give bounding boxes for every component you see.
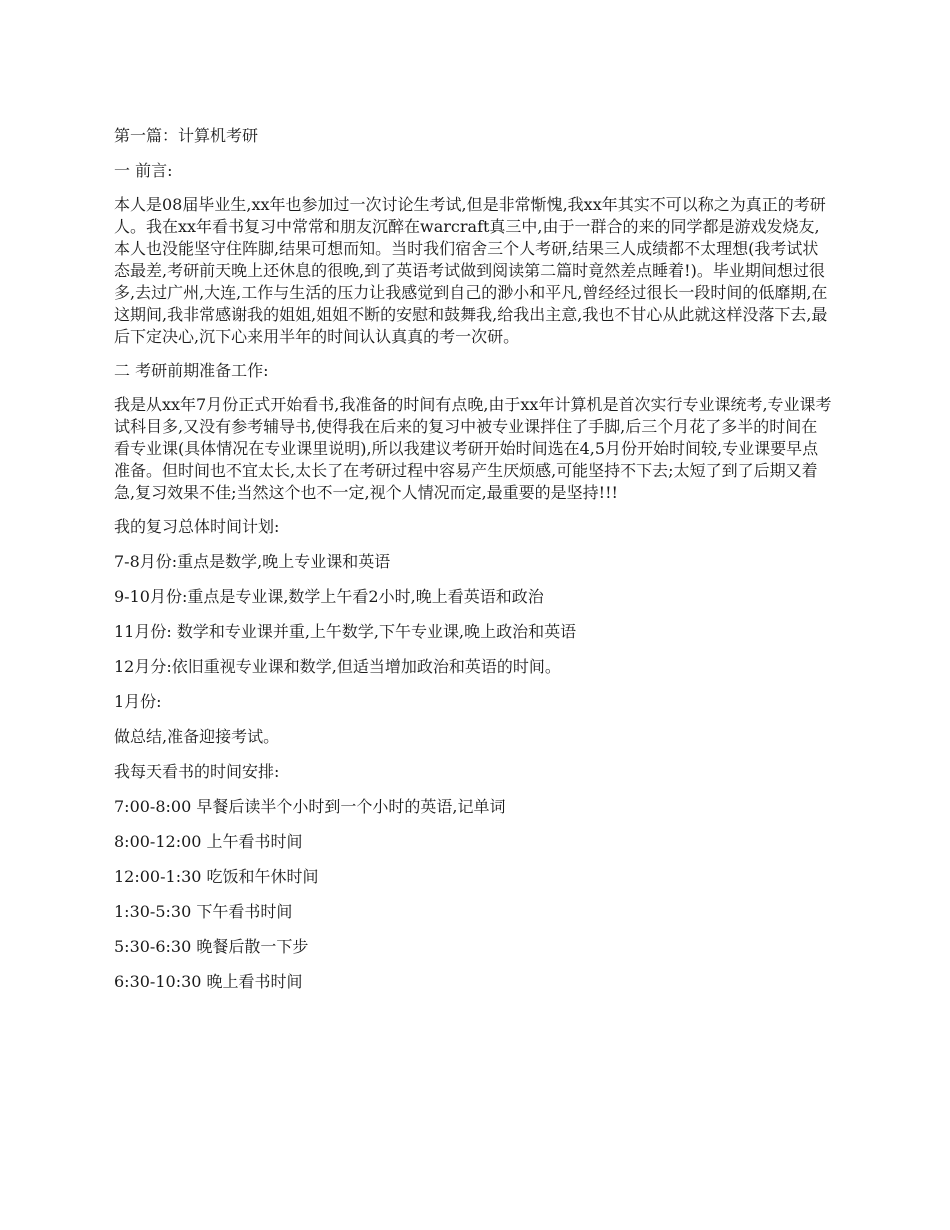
schedule-item: 12:00-1:30 吃饭和午休时间 — [114, 867, 319, 886]
plan-item: 9-10月份:重点是专业课,数学上午看2小时,晚上看英语和政治 — [114, 587, 544, 606]
section-heading-preface: 一 前言: — [114, 161, 173, 180]
plan-item: 做总结,准备迎接考试。 — [114, 727, 280, 746]
section-heading-preparation: 二 考研前期准备工作: — [114, 361, 269, 380]
plan-heading: 我的复习总体时间计划: — [114, 517, 280, 536]
plan-item: 1月份: — [114, 692, 162, 711]
plan-item: 12月分:依旧重视专业课和数学,但适当增加政治和英语的时间。 — [114, 657, 561, 676]
plan-item: 7-8月份:重点是数学,晚上专业课和英语 — [114, 552, 391, 571]
schedule-item: 5:30-6:30 晚餐后散一下步 — [114, 937, 309, 956]
schedule-item: 6:30-10:30 晚上看书时间 — [114, 972, 303, 991]
preface-paragraph: 本人是08届毕业生,xx年也参加过一次讨论生考试,但是非常惭愧,我xx年其实不可以称之为真正的考研人。我在xx年看书复习中常常和朋友沉醉在warcraft真三中,由于一群合的来的同学都是游戏发烧友,本人也没能坚守住阵脚,结果可想而知。当时我们宿舍三个人考研,结果三人成绩都不太理想(我考试状态最差,考研前天晚上还休息的很晚,到了英语考试做到阅读第二篇时竟然差点睡着!)。毕业期间想过很多,去过广州,大连,工作与生活的压力让我感觉到自己的渺小和平凡,曾经经过很长一段时间的低靡期,在这期间,我非常感谢我的姐姐,姐姐不断的安慰和鼓舞我,给我出主意,我也不甘心从此就这样没落下去,最后下定决心,沉下心来用半年的时间认认真真的考一次研。 — [114, 195, 828, 346]
schedule-item: 8:00-12:00 上午看书时间 — [114, 832, 303, 851]
schedule-item: 1:30-5:30 下午看书时间 — [114, 902, 293, 921]
document-title: 第一篇：计算机考研 — [114, 126, 259, 145]
document-body — [114, 124, 832, 1005]
daily-schedule-heading: 我每天看书的时间安排: — [114, 762, 280, 781]
plan-item: 11月份: 数学和专业课并重,上午数学,下午专业课,晚上政治和英语 — [114, 622, 577, 641]
preparation-paragraph: 我是从xx年7月份正式开始看书,我准备的时间有点晚,由于xx年计算机是首次实行专业课统考,专业课考试科目多,又没有参考辅导书,使得我在后来的复习中被专业课拌住了手脚,后三个月花了多半的时间在看专业课(具体情况在专业课里说明),所以我建议考研开始时间选在4,5月份开始时间较,专业课要早点准备。但时间也不宜太长,太长了在考研过程中容易产生厌烦感,可能坚持不下去;太短了到了后期又着急,复习效果不佳;当然这个也不一定,视个人情况而定,最重要的是坚持!!! — [114, 395, 832, 502]
schedule-item: 7:00-8:00 早餐后读半个小时到一个小时的英语,记单词 — [114, 797, 506, 816]
